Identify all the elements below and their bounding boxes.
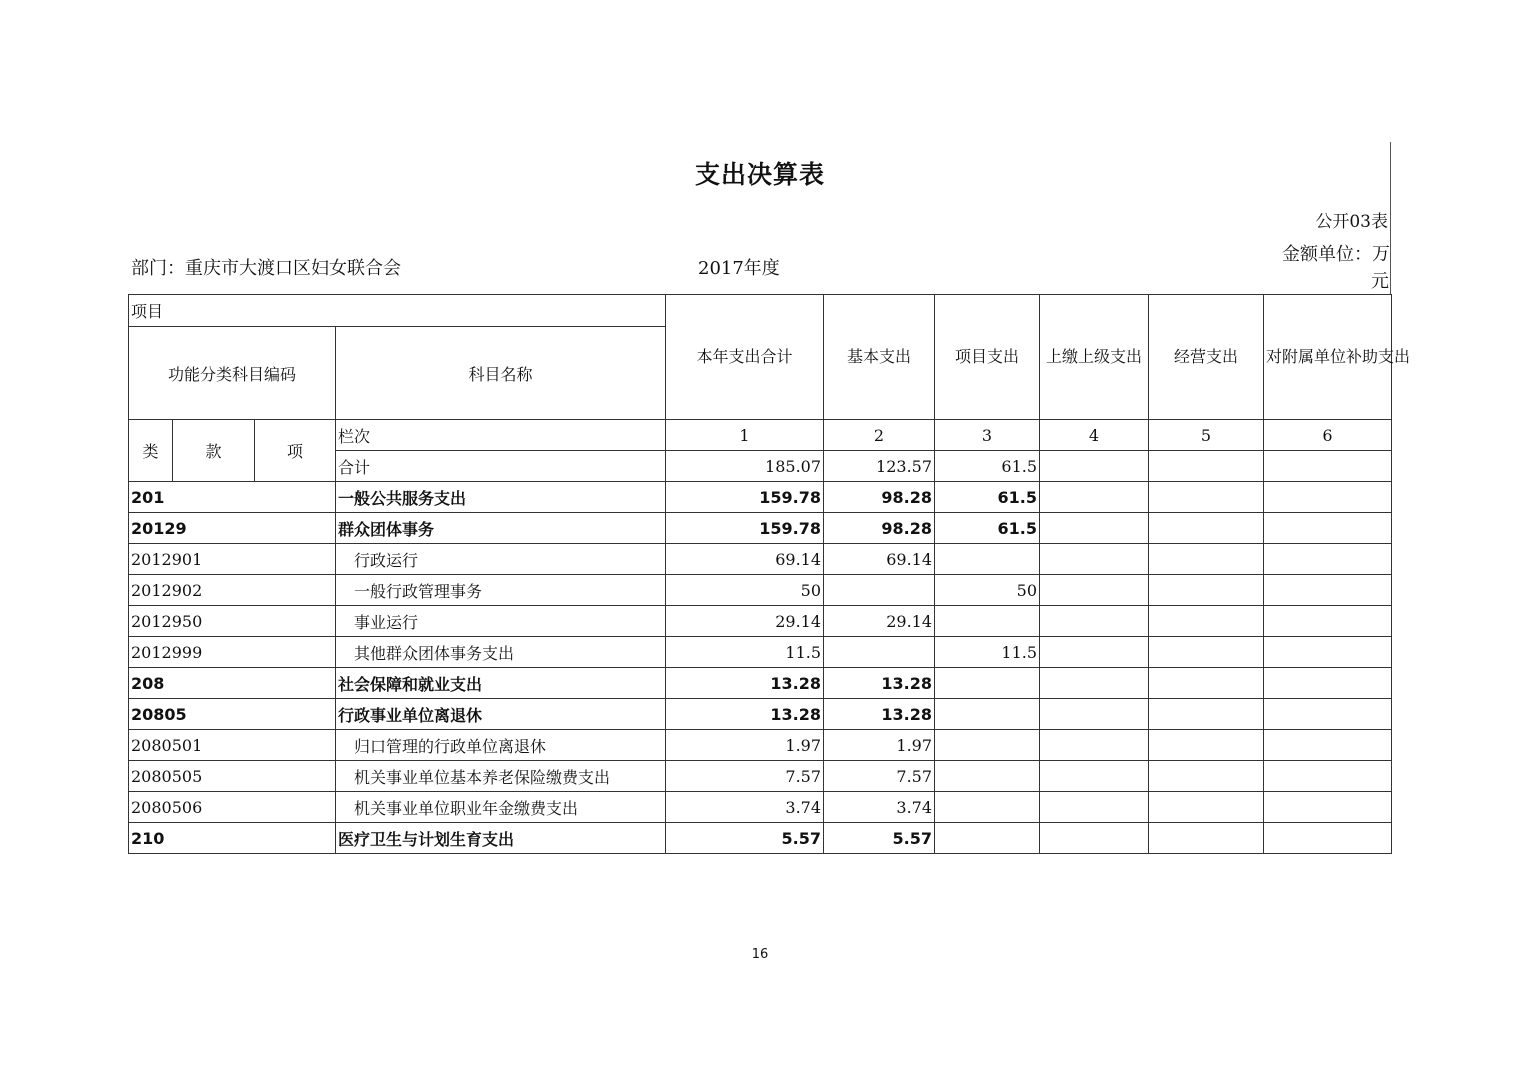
header-func-code: 功能分类科目编码 [129, 327, 336, 420]
fiscal-year: 2017年度 [698, 258, 780, 279]
row-upper [1040, 761, 1149, 792]
col-number: 4 [1040, 420, 1149, 451]
header-kuan: 款 [173, 420, 255, 482]
row-total: 13.28 [666, 668, 824, 699]
table-row [129, 637, 1392, 668]
row-project [935, 792, 1040, 823]
row-project: 11.5 [935, 637, 1040, 668]
header-lei: 类 [129, 420, 173, 482]
row-subject-name: 一般公共服务支出 [336, 482, 666, 513]
row-operation [1149, 513, 1264, 544]
row-subject-name: 群众团体事务 [336, 513, 666, 544]
row-code: 2080506 [129, 792, 336, 823]
sum-total: 185.07 [666, 451, 824, 482]
row-subject-name: 一般行政管理事务 [336, 575, 666, 606]
row-basic: 69.14 [824, 544, 935, 575]
row-basic [824, 637, 935, 668]
row-upper [1040, 482, 1149, 513]
row-project: 61.5 [935, 482, 1040, 513]
header-project: 项目支出 [935, 295, 1040, 420]
row-basic: 3.74 [824, 792, 935, 823]
row-subsidy [1264, 668, 1392, 699]
table-row [129, 606, 1392, 637]
row-project [935, 544, 1040, 575]
row-code: 2012901 [129, 544, 336, 575]
row-total: 159.78 [666, 513, 824, 544]
sum-empty-cell [1149, 451, 1264, 482]
row-total: 3.74 [666, 792, 824, 823]
table-row [129, 482, 1392, 513]
row-subsidy [1264, 575, 1392, 606]
row-code: 201 [129, 482, 336, 513]
header-item: 项目 [129, 295, 666, 327]
row-total: 13.28 [666, 699, 824, 730]
row-basic: 5.57 [824, 823, 935, 854]
row-operation [1149, 699, 1264, 730]
row-upper [1040, 699, 1149, 730]
header-upper: 上缴上级支出 [1040, 295, 1149, 420]
table-row [129, 730, 1392, 761]
row-upper [1040, 730, 1149, 761]
row-upper [1040, 792, 1149, 823]
amount-unit-line2: 元 [1371, 271, 1389, 292]
row-operation [1149, 823, 1264, 854]
row-subject-name: 行政事业单位离退休 [336, 699, 666, 730]
row-code: 2080501 [129, 730, 336, 761]
row-upper [1040, 606, 1149, 637]
row-code: 2012902 [129, 575, 336, 606]
row-subsidy [1264, 699, 1392, 730]
row-basic: 98.28 [824, 513, 935, 544]
row-total: 1.97 [666, 730, 824, 761]
form-number: 公开03表 [1315, 212, 1388, 232]
table-row [129, 699, 1392, 730]
row-subsidy [1264, 544, 1392, 575]
amount-unit-line1: 金额单位：万 [1282, 244, 1390, 265]
row-basic: 29.14 [824, 606, 935, 637]
sum-empty-cell [1264, 451, 1392, 482]
table-row [129, 668, 1392, 699]
row-total: 69.14 [666, 544, 824, 575]
sum-empty-cell [1040, 451, 1149, 482]
row-upper [1040, 513, 1149, 544]
row-operation [1149, 637, 1264, 668]
row-basic: 98.28 [824, 482, 935, 513]
row-subsidy [1264, 792, 1392, 823]
row-code: 2012950 [129, 606, 336, 637]
row-basic: 13.28 [824, 668, 935, 699]
row-total: 50 [666, 575, 824, 606]
row-total: 29.14 [666, 606, 824, 637]
row-operation [1149, 482, 1264, 513]
row-subject-name: 医疗卫生与计划生育支出 [336, 823, 666, 854]
row-total: 11.5 [666, 637, 824, 668]
page-title: 支出决算表 [694, 160, 825, 189]
row-upper [1040, 668, 1149, 699]
row-subject-name: 社会保障和就业支出 [336, 668, 666, 699]
row-subsidy [1264, 637, 1392, 668]
row-subject-name: 其他群众团体事务支出 [336, 637, 666, 668]
header-basic: 基本支出 [824, 295, 935, 420]
header-operation: 经营支出 [1149, 295, 1264, 420]
row-total: 5.57 [666, 823, 824, 854]
sum-basic: 123.57 [824, 451, 935, 482]
header-xiang: 项 [255, 420, 336, 482]
row-project: 50 [935, 575, 1040, 606]
col-number: 1 [666, 420, 824, 451]
row-subject-name: 事业运行 [336, 606, 666, 637]
row-subject-name: 归口管理的行政单位离退休 [336, 730, 666, 761]
col-number: 3 [935, 420, 1040, 451]
row-subject-name: 机关事业单位基本养老保险缴费支出 [336, 761, 666, 792]
table-row [129, 544, 1392, 575]
row-subsidy [1264, 606, 1392, 637]
row-operation [1149, 668, 1264, 699]
row-basic [824, 575, 935, 606]
row-project: 61.5 [935, 513, 1040, 544]
header-subsidy: 对附属单位补助支出 [1264, 295, 1392, 420]
table-row [129, 761, 1392, 792]
row-subsidy [1264, 761, 1392, 792]
row-code: 2012999 [129, 637, 336, 668]
col-number: 5 [1149, 420, 1264, 451]
row-subject-name: 行政运行 [336, 544, 666, 575]
row-operation [1149, 761, 1264, 792]
row-subsidy [1264, 823, 1392, 854]
row-project [935, 668, 1040, 699]
row-upper [1040, 544, 1149, 575]
row-operation [1149, 544, 1264, 575]
row-subsidy [1264, 730, 1392, 761]
table-row [129, 823, 1392, 854]
row-basic: 1.97 [824, 730, 935, 761]
row-code: 20805 [129, 699, 336, 730]
row-operation [1149, 730, 1264, 761]
table-row [129, 792, 1392, 823]
row-total: 7.57 [666, 761, 824, 792]
row-upper [1040, 823, 1149, 854]
row-project [935, 761, 1040, 792]
table-row [129, 575, 1392, 606]
row-code: 208 [129, 668, 336, 699]
row-operation [1149, 606, 1264, 637]
col-number: 6 [1264, 420, 1392, 451]
row-operation [1149, 792, 1264, 823]
sum-label: 合计 [336, 451, 666, 482]
row-project [935, 606, 1040, 637]
column-label: 栏次 [336, 420, 666, 451]
row-code: 20129 [129, 513, 336, 544]
row-subject-name: 机关事业单位职业年金缴费支出 [336, 792, 666, 823]
header-subject-name: 科目名称 [336, 327, 666, 420]
row-code: 210 [129, 823, 336, 854]
row-project [935, 823, 1040, 854]
row-project [935, 699, 1040, 730]
row-operation [1149, 575, 1264, 606]
row-project [935, 730, 1040, 761]
table-row [129, 513, 1392, 544]
row-subsidy [1264, 482, 1392, 513]
page-number: 16 [751, 947, 769, 962]
department-label: 部门：重庆市大渡口区妇女联合会 [131, 258, 401, 279]
row-upper [1040, 575, 1149, 606]
row-total: 159.78 [666, 482, 824, 513]
expenditure-table [128, 294, 1411, 854]
row-code: 2080505 [129, 761, 336, 792]
row-subsidy [1264, 513, 1392, 544]
row-basic: 13.28 [824, 699, 935, 730]
header-total: 本年支出合计 [666, 295, 824, 420]
sum-project: 61.5 [935, 451, 1040, 482]
row-basic: 7.57 [824, 761, 935, 792]
col-number: 2 [824, 420, 935, 451]
row-upper [1040, 637, 1149, 668]
